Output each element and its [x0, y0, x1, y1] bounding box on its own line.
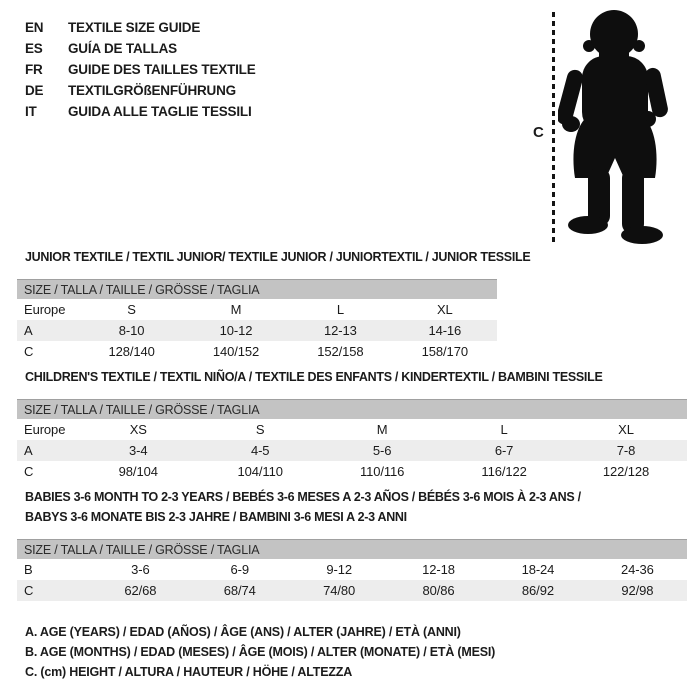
- table-header-label: SIZE / TALLA / TAILLE / GRÖSSE / TAGLIA: [24, 282, 260, 297]
- language-code: FR: [25, 62, 43, 77]
- language-list: [25, 17, 256, 122]
- language-row: [25, 17, 256, 38]
- table-title-children: CHILDREN'S TEXTILE / TEXTIL NIÑO/A / TEXTILE DES ENFANTS / KINDERTEXTIL / BAMBINI TESSILE: [25, 370, 603, 384]
- size-cell: 3-4: [129, 443, 148, 458]
- language-row: [25, 101, 256, 122]
- children-size-table: [17, 399, 687, 482]
- size-cell: M: [376, 422, 388, 437]
- size-cell: 110/116: [359, 464, 405, 479]
- size-cell: 18-24: [521, 562, 555, 577]
- language-label: TEXTILGRÖßENFÜHRUNG: [68, 83, 236, 98]
- size-cell: 4-5: [250, 443, 270, 458]
- size-cell: M: [230, 302, 242, 317]
- row-label: B: [24, 562, 33, 577]
- height-dashed-line: [552, 12, 555, 242]
- height-measure-label: C: [533, 124, 544, 141]
- row-label: C: [24, 583, 34, 598]
- table-body: [17, 299, 497, 362]
- table-row: [17, 461, 687, 482]
- row-label: C: [24, 464, 34, 479]
- table-body: [17, 559, 687, 601]
- table-title-junior: JUNIOR TEXTILE / TEXTIL JUNIOR/ TEXTILE JUNIOR / JUNIORTEXTIL / JUNIOR TESSILE: [25, 250, 531, 264]
- size-cell: 98/104: [118, 464, 158, 479]
- table-row: [17, 580, 687, 601]
- size-cell: 158/170: [421, 344, 468, 359]
- size-cell: 140/152: [212, 344, 260, 359]
- size-cell: 68/74: [223, 583, 256, 598]
- size-cell: 128/140: [108, 344, 155, 359]
- table-title-babies-line1: BABIES 3-6 MONTH TO 2-3 YEARS / BEBÉS 3-6 MESES A 2-3 AÑOS / BÉBÉS 3-6 MOIS À 2-3 ANS /: [25, 490, 581, 504]
- language-label: GUÍA DE TALLAS: [68, 41, 177, 56]
- size-cell: 3-6: [131, 562, 150, 577]
- row-label: A: [24, 443, 33, 458]
- table-row: [17, 419, 687, 440]
- table-row: [17, 440, 687, 461]
- size-cell: S: [255, 422, 265, 437]
- size-cell: S: [127, 302, 136, 317]
- size-cell: 86/92: [521, 583, 554, 598]
- size-cell: 9-12: [326, 562, 352, 577]
- size-cell: L: [500, 422, 508, 437]
- size-cell: 80/86: [422, 583, 455, 598]
- size-cell: XS: [129, 422, 147, 437]
- size-cell: 12-18: [422, 562, 455, 577]
- legend-line: A. AGE (YEARS) / EDAD (AÑOS) / ÂGE (ANS) / ALTER (JAHRE) / ETÀ (ANNI): [25, 625, 461, 639]
- table-row: [17, 299, 497, 320]
- row-label: C: [24, 344, 34, 359]
- legend-line: C. (cm) HEIGHT / ALTURA / HAUTEUR / HÖHE / ALTEZZA: [25, 665, 353, 679]
- table-row: [17, 559, 687, 580]
- size-cell: 7-8: [616, 443, 636, 458]
- table-header-bar: [17, 279, 497, 299]
- language-row: [25, 59, 256, 80]
- size-cell: 12-13: [324, 323, 357, 338]
- language-label: GUIDA ALLE TAGLIE TESSILI: [68, 104, 252, 119]
- language-code: EN: [25, 20, 44, 35]
- size-cell: 62/68: [124, 583, 157, 598]
- language-label: TEXTILE SIZE GUIDE: [68, 20, 201, 35]
- size-cell: 14-16: [428, 323, 462, 338]
- language-label: GUIDE DES TAILLES TEXTILE: [68, 62, 256, 77]
- table-row: [17, 320, 497, 341]
- table-header-bar: [17, 399, 687, 419]
- size-cell: 122/128: [602, 464, 650, 479]
- language-code: DE: [25, 83, 44, 98]
- size-cell: 152/158: [317, 344, 364, 359]
- table-header-label: SIZE / TALLA / TAILLE / GRÖSSE / TAGLIA: [24, 542, 260, 557]
- table-header-label: SIZE / TALLA / TAILLE / GRÖSSE / TAGLIA: [24, 402, 260, 417]
- toddler-silhouette-icon: [558, 8, 668, 246]
- size-cell: 10-12: [219, 323, 253, 338]
- language-row: [25, 38, 256, 59]
- size-cell: 24-36: [620, 562, 654, 577]
- row-label: Europe: [24, 302, 66, 317]
- size-cell: 6-7: [494, 443, 514, 458]
- row-label: A: [24, 323, 33, 338]
- language-row: [25, 80, 256, 101]
- size-cell: 5-6: [372, 443, 392, 458]
- size-cell: 116/122: [481, 464, 527, 479]
- size-cell: L: [336, 302, 344, 317]
- size-cell: 104/110: [237, 464, 283, 479]
- table-row: [17, 341, 497, 362]
- size-cell: 74/80: [323, 583, 356, 598]
- legend: [25, 625, 495, 685]
- table-header-bar: [17, 539, 687, 559]
- table-body: [17, 419, 687, 482]
- babies-size-table: [17, 539, 687, 601]
- size-cell: 6-9: [230, 562, 250, 577]
- size-cell: XL: [436, 302, 453, 317]
- table-title-babies-line2: BABYS 3-6 MONATE BIS 2-3 JAHRE / BAMBINI 3-6 MESI A 2-3 ANNI: [25, 510, 407, 524]
- size-cell: XL: [618, 422, 634, 437]
- legend-line: B. AGE (MONTHS) / EDAD (MESES) / ÂGE (MOIS) / ALTER (MONATE) / ETÀ (MESI): [25, 645, 496, 659]
- junior-size-table: [17, 279, 497, 362]
- language-code: IT: [25, 104, 37, 119]
- size-cell: 8-10: [118, 323, 145, 338]
- language-code: ES: [25, 41, 43, 56]
- size-cell: 92/98: [621, 583, 654, 598]
- row-label: Europe: [24, 422, 66, 437]
